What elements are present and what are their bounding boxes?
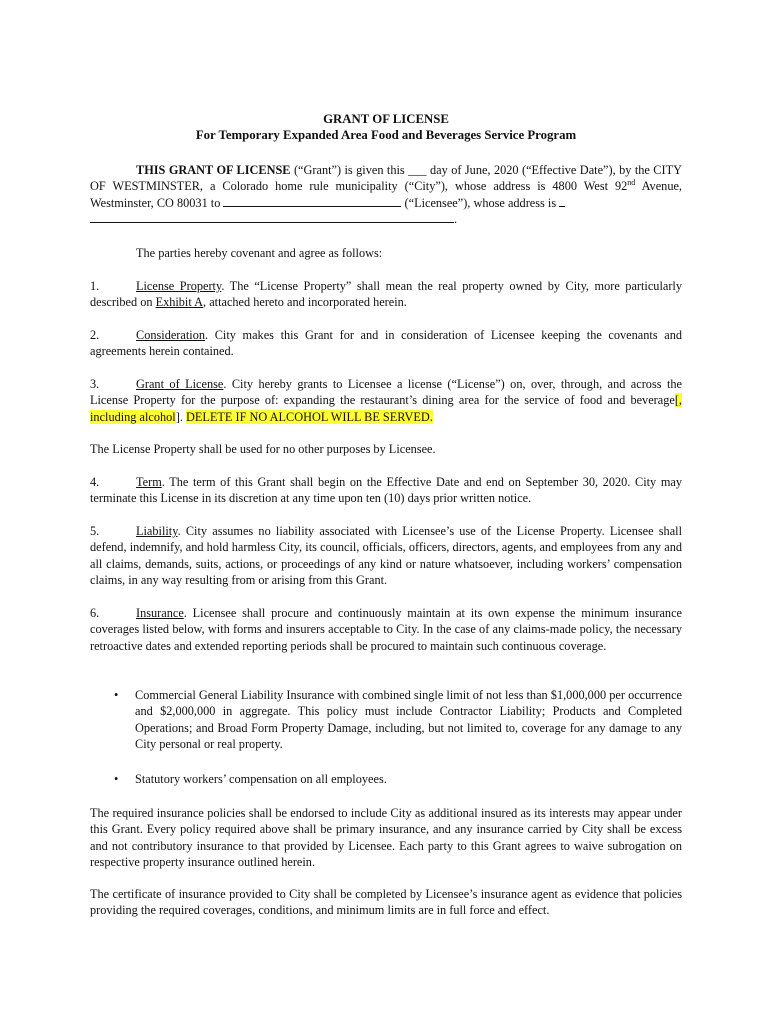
section-2-number: 2. [90, 328, 100, 342]
delete-instruction-highlight: DELETE IF NO ALCOHOL WILL BE SERVED. [185, 409, 433, 424]
certificate-paragraph: The certificate of insurance provided to City shall be completed by Licensee’s insurance agent as evidence that policies providing the required coverages, conditions, and minimum limits are in full force and effect. [90, 887, 682, 918]
document-title: GRANT OF LICENSE [323, 112, 449, 126]
bullet-text: Commercial General Liability Insurance with combined single limit of not less than $1,000,000 per occurrence and $2,000,000 in aggregate. This policy must include Contractor Liability; Products and Completed Operations; and Broad Form Property Damage, including, but not limited to, coverage for any damage to any City personal or real property. [135, 688, 682, 751]
section-3-restriction: The License Property shall be used for no other purposes by Licensee. [90, 442, 436, 456]
licensee-address-blank[interactable] [90, 211, 454, 223]
intro-lead: THIS GRANT OF LICENSE [136, 163, 291, 177]
licensee-address-blank-start[interactable] [559, 195, 565, 207]
bullet-icon: • [114, 688, 119, 702]
section-3 [90, 376, 682, 425]
section-4-heading: Term [136, 475, 162, 489]
covenant-line [90, 245, 682, 261]
insurance-list [90, 687, 682, 752]
section-5 [90, 523, 682, 588]
list-item [90, 687, 682, 752]
section-6 [90, 605, 682, 654]
section-5-heading: Liability [136, 524, 178, 538]
section-1-heading: License Property [136, 279, 222, 293]
section-1 [90, 278, 682, 311]
section-4 [90, 474, 682, 507]
intro-text-3: (“Licensee”), whose address is [401, 195, 560, 210]
section-4-text: . The term of this Grant shall begin on the Effective Date and end on September 30, 2020. City may terminate this License in its discretion at any time upon ten (10) days prior written notice. [90, 475, 682, 506]
insurance-list-2 [90, 771, 682, 787]
alcohol-clause-highlight: [, including alcohol [90, 393, 682, 424]
section-6-text: . Licensee shall procure and continuously maintain at its own expense the minimum insurance coverages listed below, with forms and insurers acceptable to City. In the case of any claims-made policy, the necessary retroactive dates and extended reporting periods shall be procured to maintain such continuous coverage. [90, 606, 682, 653]
section-2 [90, 327, 682, 360]
endorsement-paragraph: The required insurance policies shall be endorsed to include City as additional insured as its interests may appear under this Grant. Every policy required above shall be primary insurance, and any insurance carried by City shall be excess and not contributory insurance to that provided by Licensee. Each party to this Grant agrees to waive subrogation on respective property insurance outlined herein. [90, 806, 682, 869]
section-1-number: 1. [90, 279, 100, 293]
section-4-number: 4. [90, 475, 100, 489]
section-3-text: . City hereby grants to Licensee a license (“License”) on, over, through, and across the License Property for the purpose of: expanding the restaurant’s dining area for the service of food and beverage [90, 377, 682, 408]
section-6-number: 6. [90, 606, 100, 620]
intro-text-4: . [454, 211, 458, 226]
document-subtitle: For Temporary Expanded Area Food and Beverages Service Program [195, 128, 577, 142]
section-3-mid: ]. [175, 409, 186, 424]
section-6-heading: Insurance [136, 606, 184, 620]
section-3-heading: Grant of License [136, 377, 224, 391]
section-3-number: 3. [90, 377, 100, 391]
list-item [90, 771, 682, 787]
section-2-heading: Consideration [136, 328, 205, 342]
intro-text-1: (“Grant”) is given this ___ day of June, 2020 (“Effective Date”), by the CITY OF WESTMINSTER, a Colorado home rule municipality (“City”), whose address is 4800 West 92 [90, 163, 682, 194]
intro-paragraph [90, 162, 682, 227]
bullet-text: Statutory workers’ compensation on all employees. [135, 772, 387, 786]
covenant-text: The parties hereby covenant and agree as follows: [136, 246, 383, 260]
bullet-icon: • [114, 772, 119, 786]
exhibit-a-reference: Exhibit A [155, 295, 204, 310]
section-1-tail: , attached hereto and incorporated herein. [203, 295, 407, 310]
section-2-text: . City makes this Grant for and in consideration of Licensee keeping the covenants and agreements herein contained. [90, 328, 682, 359]
section-1-text: . The “License Property” shall mean the real property owned by City, more particularly described on [90, 279, 682, 310]
section-5-number: 5. [90, 524, 100, 538]
section-5-text: . City assumes no liability associated with Licensee’s use of the License Property. Licensee shall defend, indemnify, and hold harmless City, its council, officials, officers, directors, agents, and employees from any and all claims, demands, suits, actions, or proceedings of any kind or nature whatsoever, including workers’ compensation claims, in any way resulting from or arising from this Grant. [90, 524, 682, 587]
licensee-name-blank[interactable] [223, 195, 401, 207]
intro-sup: nd [627, 178, 636, 188]
intro-text-2: Avenue, Westminster, CO 80031 to [90, 179, 682, 210]
